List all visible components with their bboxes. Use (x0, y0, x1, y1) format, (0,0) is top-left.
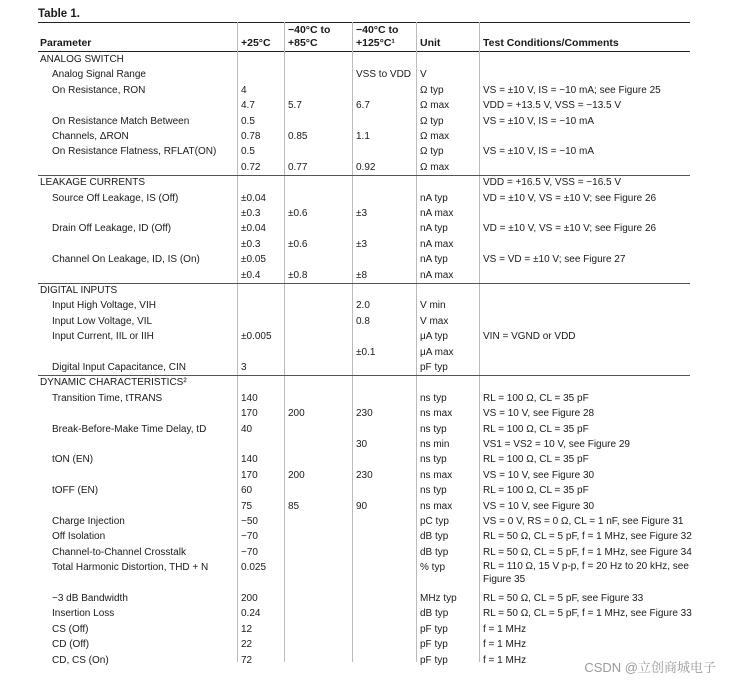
cell-param: CD, CS (On) (52, 654, 109, 666)
cell-t25: ±0.05 (241, 254, 266, 266)
cell-t25: 140 (241, 392, 258, 404)
cell-unit: nA max (420, 208, 454, 219)
cell-unit: μA typ (420, 331, 448, 343)
header-parameter: Parameter (40, 37, 92, 49)
section-header (38, 52, 690, 67)
cell-t125: 0.92 (356, 161, 376, 173)
cell-t125: 90 (356, 500, 368, 512)
table-row (38, 529, 690, 544)
cell-t25: 0.72 (241, 161, 261, 173)
cell-unit: ns typ (420, 392, 447, 404)
table-row (38, 345, 690, 360)
cell-t125: 30 (356, 439, 368, 450)
table-row (38, 637, 690, 652)
table-row (38, 206, 690, 221)
section-header (38, 175, 690, 190)
cell-cond: f = 1 MHz (483, 654, 527, 666)
cell-cond: VS = VD = ±10 V; see Figure 27 (483, 254, 626, 266)
cell-param: Break-Before-Make Time Delay, tD (52, 423, 207, 435)
cell-t85: 85 (288, 500, 300, 512)
table-row (38, 483, 690, 498)
table-row (38, 622, 690, 637)
header-unit: Unit (420, 37, 441, 49)
table-row (38, 360, 690, 375)
cell-t125: 1.1 (356, 131, 370, 142)
cell-cond: RL = 100 Ω, CL = 35 pF (483, 485, 589, 497)
header-125c-line1: −40°C to (356, 24, 399, 36)
cell-cond: RL = 100 Ω, CL = 35 pF (483, 392, 589, 404)
cell-cond: VD = ±10 V, VS = ±10 V; see Figure 26 (483, 223, 657, 235)
cell-t25: 22 (241, 639, 253, 651)
table-row (38, 191, 690, 206)
table-row (38, 499, 690, 514)
table-row (38, 437, 690, 452)
cell-unit: dB typ (420, 546, 449, 558)
cell-t85: 0.85 (288, 131, 308, 142)
cell-unit: nA typ (420, 223, 448, 235)
cell-cond: VDD = +13.5 V, VSS = −13.5 V (483, 100, 622, 112)
cell-unit: pC typ (420, 516, 449, 527)
cell-t25: 0.5 (241, 115, 255, 127)
table-row (38, 514, 690, 529)
cell-t25: 170 (241, 469, 258, 481)
table-row (38, 406, 690, 421)
cell-cond: f = 1 MHz (483, 639, 527, 651)
table-row (38, 98, 690, 113)
cell-t25: 3 (241, 362, 247, 373)
cell-cond: f = 1 MHz (483, 623, 527, 635)
header-85c-line2: +85°C (288, 37, 318, 49)
cell-t25: 140 (241, 454, 258, 466)
cell-unit: pF typ (420, 639, 448, 651)
table-row (38, 83, 690, 98)
table-row (38, 237, 690, 252)
cell-param: Off Isolation (52, 531, 106, 543)
table-row (38, 591, 690, 606)
cell-t25: 0.025 (241, 562, 267, 574)
cell-t25: 0.5 (241, 146, 255, 158)
cell-cond: VS1 = VS2 = 10 V, see Figure 29 (483, 439, 630, 450)
cell-t25: −70 (241, 531, 258, 543)
cell-cond: VD = ±10 V, VS = ±10 V; see Figure 26 (483, 192, 657, 204)
cell-param: tON (EN) (52, 454, 94, 466)
cell-t25: 72 (241, 654, 253, 666)
cell-t25: 12 (241, 623, 253, 635)
cell-param: Drain Off Leakage, ID (Off) (52, 223, 172, 235)
cell-t25: 60 (241, 485, 253, 497)
section-condition: VDD = +16.5 V, VSS = −16.5 V (483, 177, 622, 189)
cell-cond: RL = 50 Ω, CL = 5 pF, see Figure 33 (483, 593, 644, 604)
cell-unit: nA max (420, 238, 454, 250)
table-row (38, 160, 690, 175)
section-title: ANALOG SWITCH (40, 54, 124, 65)
cell-unit: nA typ (420, 254, 448, 266)
cell-t25: 4 (241, 84, 247, 96)
cell-t25: −50 (241, 516, 258, 527)
cell-cond: RL = 50 Ω, CL = 5 pF, f = 1 MHz, see Figure 34 (483, 546, 692, 558)
cell-unit: nA max (420, 269, 454, 281)
cell-unit: V min (420, 300, 446, 312)
cell-unit: ns max (420, 500, 453, 512)
table-row (38, 114, 690, 129)
cell-t125: ±3 (356, 208, 368, 219)
cell-param: On Resistance Match Between (52, 115, 190, 127)
cell-unit: μA max (420, 346, 454, 358)
cell-t25: ±0.4 (241, 269, 261, 281)
table-row (38, 452, 690, 467)
table-row (38, 468, 690, 483)
header-test-conditions: Test Conditions/Comments (483, 37, 619, 49)
cell-t85: 5.7 (288, 100, 302, 112)
cell-t25: 0.24 (241, 608, 261, 620)
header-85c-line1: −40°C to (288, 24, 331, 36)
cell-unit: nA typ (420, 192, 448, 204)
cell-t85: ±0.6 (288, 238, 308, 250)
cell-t125: 2.0 (356, 300, 370, 312)
cell-t85: 0.77 (288, 161, 308, 173)
section-header (38, 375, 690, 390)
table-row (38, 67, 690, 82)
cell-unit: pF typ (420, 623, 448, 635)
cell-unit: ns min (420, 439, 450, 450)
cell-param: Input High Voltage, VIH (52, 300, 156, 312)
cell-unit: Ω typ (420, 146, 444, 158)
table-row (38, 221, 690, 236)
cell-cond: VS = 0 V, RS = 0 Ω, CL = 1 nF, see Figure 31 (483, 516, 684, 527)
cell-unit: Ω typ (420, 115, 444, 127)
cell-unit: ns typ (420, 423, 447, 435)
cell-cond: VS = 10 V, see Figure 28 (483, 408, 595, 420)
cell-param: Digital Input Capacitance, CIN (52, 362, 186, 373)
cell-cond: VS = ±10 V, IS = −10 mA; see Figure 25 (483, 84, 661, 96)
cell-cond: VS = ±10 V, IS = −10 mA (483, 115, 595, 127)
cell-t85: ±0.8 (288, 269, 308, 281)
table-row (38, 560, 690, 586)
cell-cond: RL = 100 Ω, CL = 35 pF (483, 423, 589, 435)
cell-unit: Ω typ (420, 84, 444, 96)
section-header (38, 283, 690, 298)
cell-t25: 75 (241, 500, 253, 512)
cell-unit: pF typ (420, 654, 448, 666)
header-125c-line2: +125°C¹ (356, 37, 395, 49)
cell-t25: ±0.3 (241, 238, 261, 250)
cell-unit: V max (420, 315, 449, 327)
header-top-rule (38, 22, 690, 23)
cell-cond: RL = 50 Ω, CL = 5 pF, f = 1 MHz, see Figure 33 (483, 608, 692, 620)
table-caption: Table 1. (38, 8, 80, 20)
cell-cond: RL = 50 Ω, CL = 5 pF, f = 1 MHz, see Figure 32 (483, 531, 692, 543)
cell-cond: VIN = VGND or VDD (483, 331, 576, 343)
cell-cond: VS = 10 V, see Figure 30 (483, 469, 595, 481)
cell-unit: Ω max (420, 161, 450, 173)
cell-param: Source Off Leakage, IS (Off) (52, 192, 179, 204)
cell-param: Channels, ΔRON (52, 131, 129, 142)
header-25c: +25°C (241, 37, 271, 49)
section-title: LEAKAGE CURRENTS (40, 177, 146, 189)
cell-param: CS (Off) (52, 623, 89, 635)
cell-t25: 40 (241, 423, 253, 435)
table-row (38, 268, 690, 283)
cell-unit: ns typ (420, 485, 447, 497)
cell-unit: Ω max (420, 100, 450, 112)
cell-unit: ns max (420, 408, 453, 420)
cell-t25: −70 (241, 546, 258, 558)
cell-param: tOFF (EN) (52, 485, 99, 497)
table-row (38, 144, 690, 159)
cell-unit: dB typ (420, 608, 449, 620)
table-row (38, 298, 690, 313)
cell-t125: VSS to VDD (356, 69, 412, 81)
cell-t125: 230 (356, 469, 373, 481)
cell-t125: ±3 (356, 238, 368, 250)
cell-t25: ±0.04 (241, 223, 266, 235)
table-row (38, 606, 690, 621)
cell-t125: 0.8 (356, 315, 370, 327)
cell-param: On Resistance Flatness, RFLAT(ON) (52, 146, 217, 158)
cell-param: Total Harmonic Distortion, THD + N (52, 562, 209, 574)
cell-param: Channel On Leakage, ID, IS (On) (52, 254, 200, 266)
cell-cond: RL = 100 Ω, CL = 35 pF (483, 454, 589, 466)
cell-param: Input Low Voltage, VIL (52, 315, 153, 327)
cell-t25: 170 (241, 408, 258, 420)
cell-param: −3 dB Bandwidth (52, 593, 128, 604)
cell-unit: dB typ (420, 531, 449, 543)
cell-t25: ±0.005 (241, 331, 272, 343)
cell-param: CD (Off) (52, 639, 90, 651)
cell-unit: ns max (420, 469, 453, 481)
table-row (38, 422, 690, 437)
table-row (38, 129, 690, 144)
table-row (38, 545, 690, 560)
cell-param: Insertion Loss (52, 608, 115, 620)
cell-t125: 6.7 (356, 100, 370, 112)
table-row (38, 252, 690, 267)
cell-cond: RL = 110 Ω, 15 V p-p, f = 20 Hz to 20 kHz, see Figure 35 (483, 561, 689, 586)
cell-param: Transition Time, tTRANS (52, 392, 163, 404)
cell-t25: ±0.04 (241, 192, 266, 204)
cell-unit: pF typ (420, 362, 448, 373)
table-row (38, 329, 690, 344)
cell-unit: MHz typ (420, 593, 457, 604)
cell-t125: 230 (356, 408, 373, 420)
section-title: DIGITAL INPUTS (40, 285, 118, 296)
table-row (38, 314, 690, 329)
cell-t125: ±8 (356, 269, 368, 281)
cell-unit: V (420, 69, 427, 81)
cell-unit: % typ (420, 562, 446, 574)
cell-param: Input Current, IIL or IIH (52, 331, 154, 343)
cell-param: Channel-to-Channel Crosstalk (52, 546, 186, 558)
cell-t25: 200 (241, 593, 258, 604)
table-row (38, 391, 690, 406)
cell-t125: ±0.1 (356, 346, 376, 358)
watermark: CSDN @立创商城电子 (584, 660, 716, 675)
cell-cond: VS = 10 V, see Figure 30 (483, 500, 595, 512)
cell-unit: Ω max (420, 131, 450, 142)
section-title: DYNAMIC CHARACTERISTICS² (40, 377, 187, 389)
cell-t25: 0.78 (241, 131, 261, 142)
cell-t85: ±0.6 (288, 208, 308, 219)
cell-t25: 4.7 (241, 100, 255, 112)
cell-unit: ns typ (420, 454, 447, 466)
cell-t85: 200 (288, 408, 305, 420)
cell-param: Charge Injection (52, 516, 125, 527)
cell-param: On Resistance, RON (52, 84, 146, 96)
cell-t25: ±0.3 (241, 208, 261, 219)
cell-t85: 200 (288, 469, 305, 481)
cell-cond: VS = ±10 V, IS = −10 mA (483, 146, 595, 158)
cell-param: Analog Signal Range (52, 69, 146, 81)
